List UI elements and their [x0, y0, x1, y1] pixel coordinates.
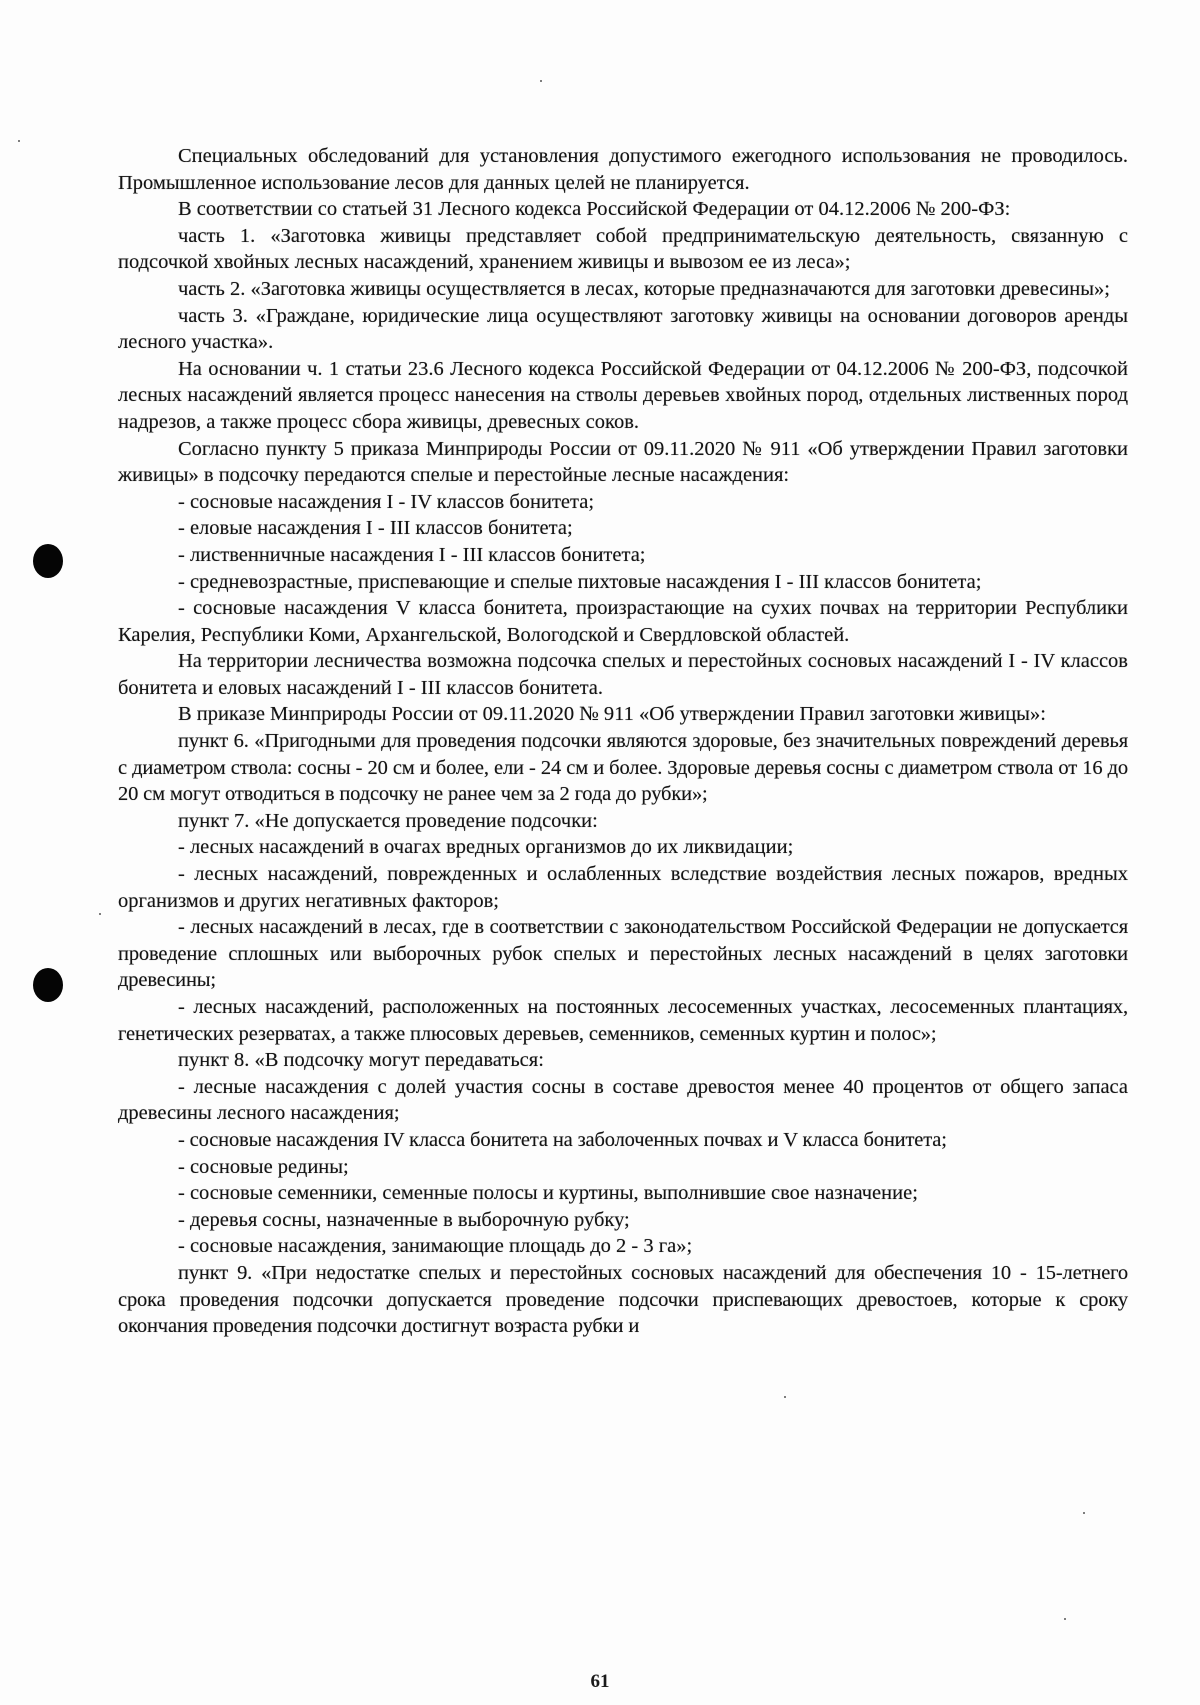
paragraph: В соответствии со статьей 31 Лесного кодекса Российской Федерации от 04.12.2006 № 200-ФЗ: — [178, 198, 1011, 221]
list-item: - сосновые редины; — [178, 1155, 349, 1178]
paragraph: На территории лесничества возможна подсочка спелых и перестойных сосновых насаждений I - IV классов бонитета и еловых насаждений I - III классов бонитета. — [118, 650, 1128, 699]
scan-speck — [784, 1396, 786, 1398]
list-item: - сосновые насаждения V класса бонитета, произрастающие на сухих почвах на территории Республики Карелия, Республики Коми, Архангельской, Вологодской и Свердловской областей. — [118, 597, 1128, 646]
list-item: - лиственничные насаждения I - III классов бонитета; — [178, 543, 646, 566]
paragraph: пункт 7. «Не допускается проведение подсочки: — [178, 809, 598, 832]
punch-hole-upper — [33, 544, 63, 578]
scan-speck — [540, 80, 542, 82]
list-item: - сосновые насаждения I - IV классов бонитета; — [178, 490, 595, 513]
list-item: - лесных насаждений в лесах, где в соответствии с законодательством Российской Федерации не допускается проведение сплошных или выборочных рубок спелых и перестойных лесных насаждений в целях заготовки древесины; — [118, 916, 1128, 992]
list-item: - лесных насаждений, поврежденных и ослабленных вследствие воздействия лесных пожаров, вредных организмов и других негативных факторов; — [118, 863, 1128, 912]
list-item: - еловые насаждения I - III классов бонитета; — [178, 517, 573, 540]
list-item: - сосновые насаждения, занимающие площадь до 2 - 3 га»; — [178, 1235, 693, 1258]
list-item: - сосновые семенники, семенные полосы и куртины, выполнившие свое назначение; — [178, 1182, 918, 1205]
document-body — [118, 143, 1128, 1340]
paragraph: часть 1. «Заготовка живицы представляет собой предпринимательскую деятельность, связанную с подсочкой хвойных лесных насаждений, хранением живицы и вывозом ее из леса»; — [118, 224, 1128, 274]
paragraph: пункт 9. «При недостатке спелых и перестойных сосновых насаждений для обеспечения 10 - 15-летнего срока проведения подсочки допускается проведение подсочки приспевающих древостоев, которые к сроку окончания проведения подсочки достигнут возраста рубки и — [118, 1261, 1128, 1338]
scan-speck — [99, 913, 101, 915]
list-item: - средневозрастные, приспевающие и спелые пихтовые насаждения I - III классов бонитета; — [178, 570, 982, 593]
list-item: - лесных насаждений в очагах вредных организмов до их ликвидации; — [178, 836, 794, 859]
punch-hole-lower — [33, 968, 63, 1002]
scan-speck — [1064, 1618, 1066, 1620]
list-item: - сосновые насаждения IV класса бонитета на заболоченных почвах и V класса бонитета; — [178, 1128, 947, 1151]
paragraph: В приказе Минприроды России от 09.11.2020 № 911 «Об утверждении Правил заготовки живицы»: — [178, 703, 1046, 726]
list-item: - лесных насаждений, расположенных на постоянных лесосеменных участках, лесосеменных плантациях, генетических резерватах, а также плюсовых деревьев, семенников, семенных куртин и полос»; — [118, 996, 1128, 1045]
list-item: - лесные насаждения с долей участия сосны в составе древостоя менее 40 процентов от общего запаса древесины лесного насаждения; — [118, 1075, 1128, 1125]
paragraph: На основании ч. 1 статьи 23.6 Лесного кодекса Российской Федерации от 04.12.2006 № 200-ФЗ, подсочкой лесных насаждений является процесс нанесения на стволы деревьев хвойных пород, отдельных лиственных пород надрезов, а также процесс сбора живицы, древесных соков. — [118, 357, 1128, 433]
paragraph: Согласно пункту 5 приказа Минприроды России от 09.11.2020 № 911 «Об утверждении Правил заготовки живицы» в подсочку передаются спелые и перестойные лесные насаждения: — [118, 437, 1128, 487]
paragraph: часть 2. «Заготовка живицы осуществляется в лесах, которые предназначаются для заготовки древесины»; — [178, 277, 1110, 300]
scan-speck — [18, 140, 20, 142]
list-item: - деревья сосны, назначенные в выборочную рубку; — [178, 1208, 630, 1231]
paragraph: пункт 8. «В подсочку могут передаваться: — [178, 1049, 544, 1072]
paragraph: пункт 6. «Пригодными для проведения подсочки являются здоровые, без значительных повреждений деревья с диаметром ствола: сосны - 20 см и более, ели - 24 см и более. Здоровые деревья сосны с диаметром ствола от 16 до 20 см могут отводиться в подсочку не ранее чем за 2 года до рубки»; — [118, 730, 1128, 806]
page-number: 61 — [590, 1671, 610, 1692]
paragraph: Специальных обследований для установления допустимого ежегодного использования не проводилось. Промышленное использование лесов для данных целей не планируется. — [118, 145, 1128, 194]
scan-speck — [1083, 1512, 1085, 1514]
paragraph: часть 3. «Граждане, юридические лица осуществляют заготовку живицы на основании договоров аренды лесного участка». — [118, 304, 1128, 354]
